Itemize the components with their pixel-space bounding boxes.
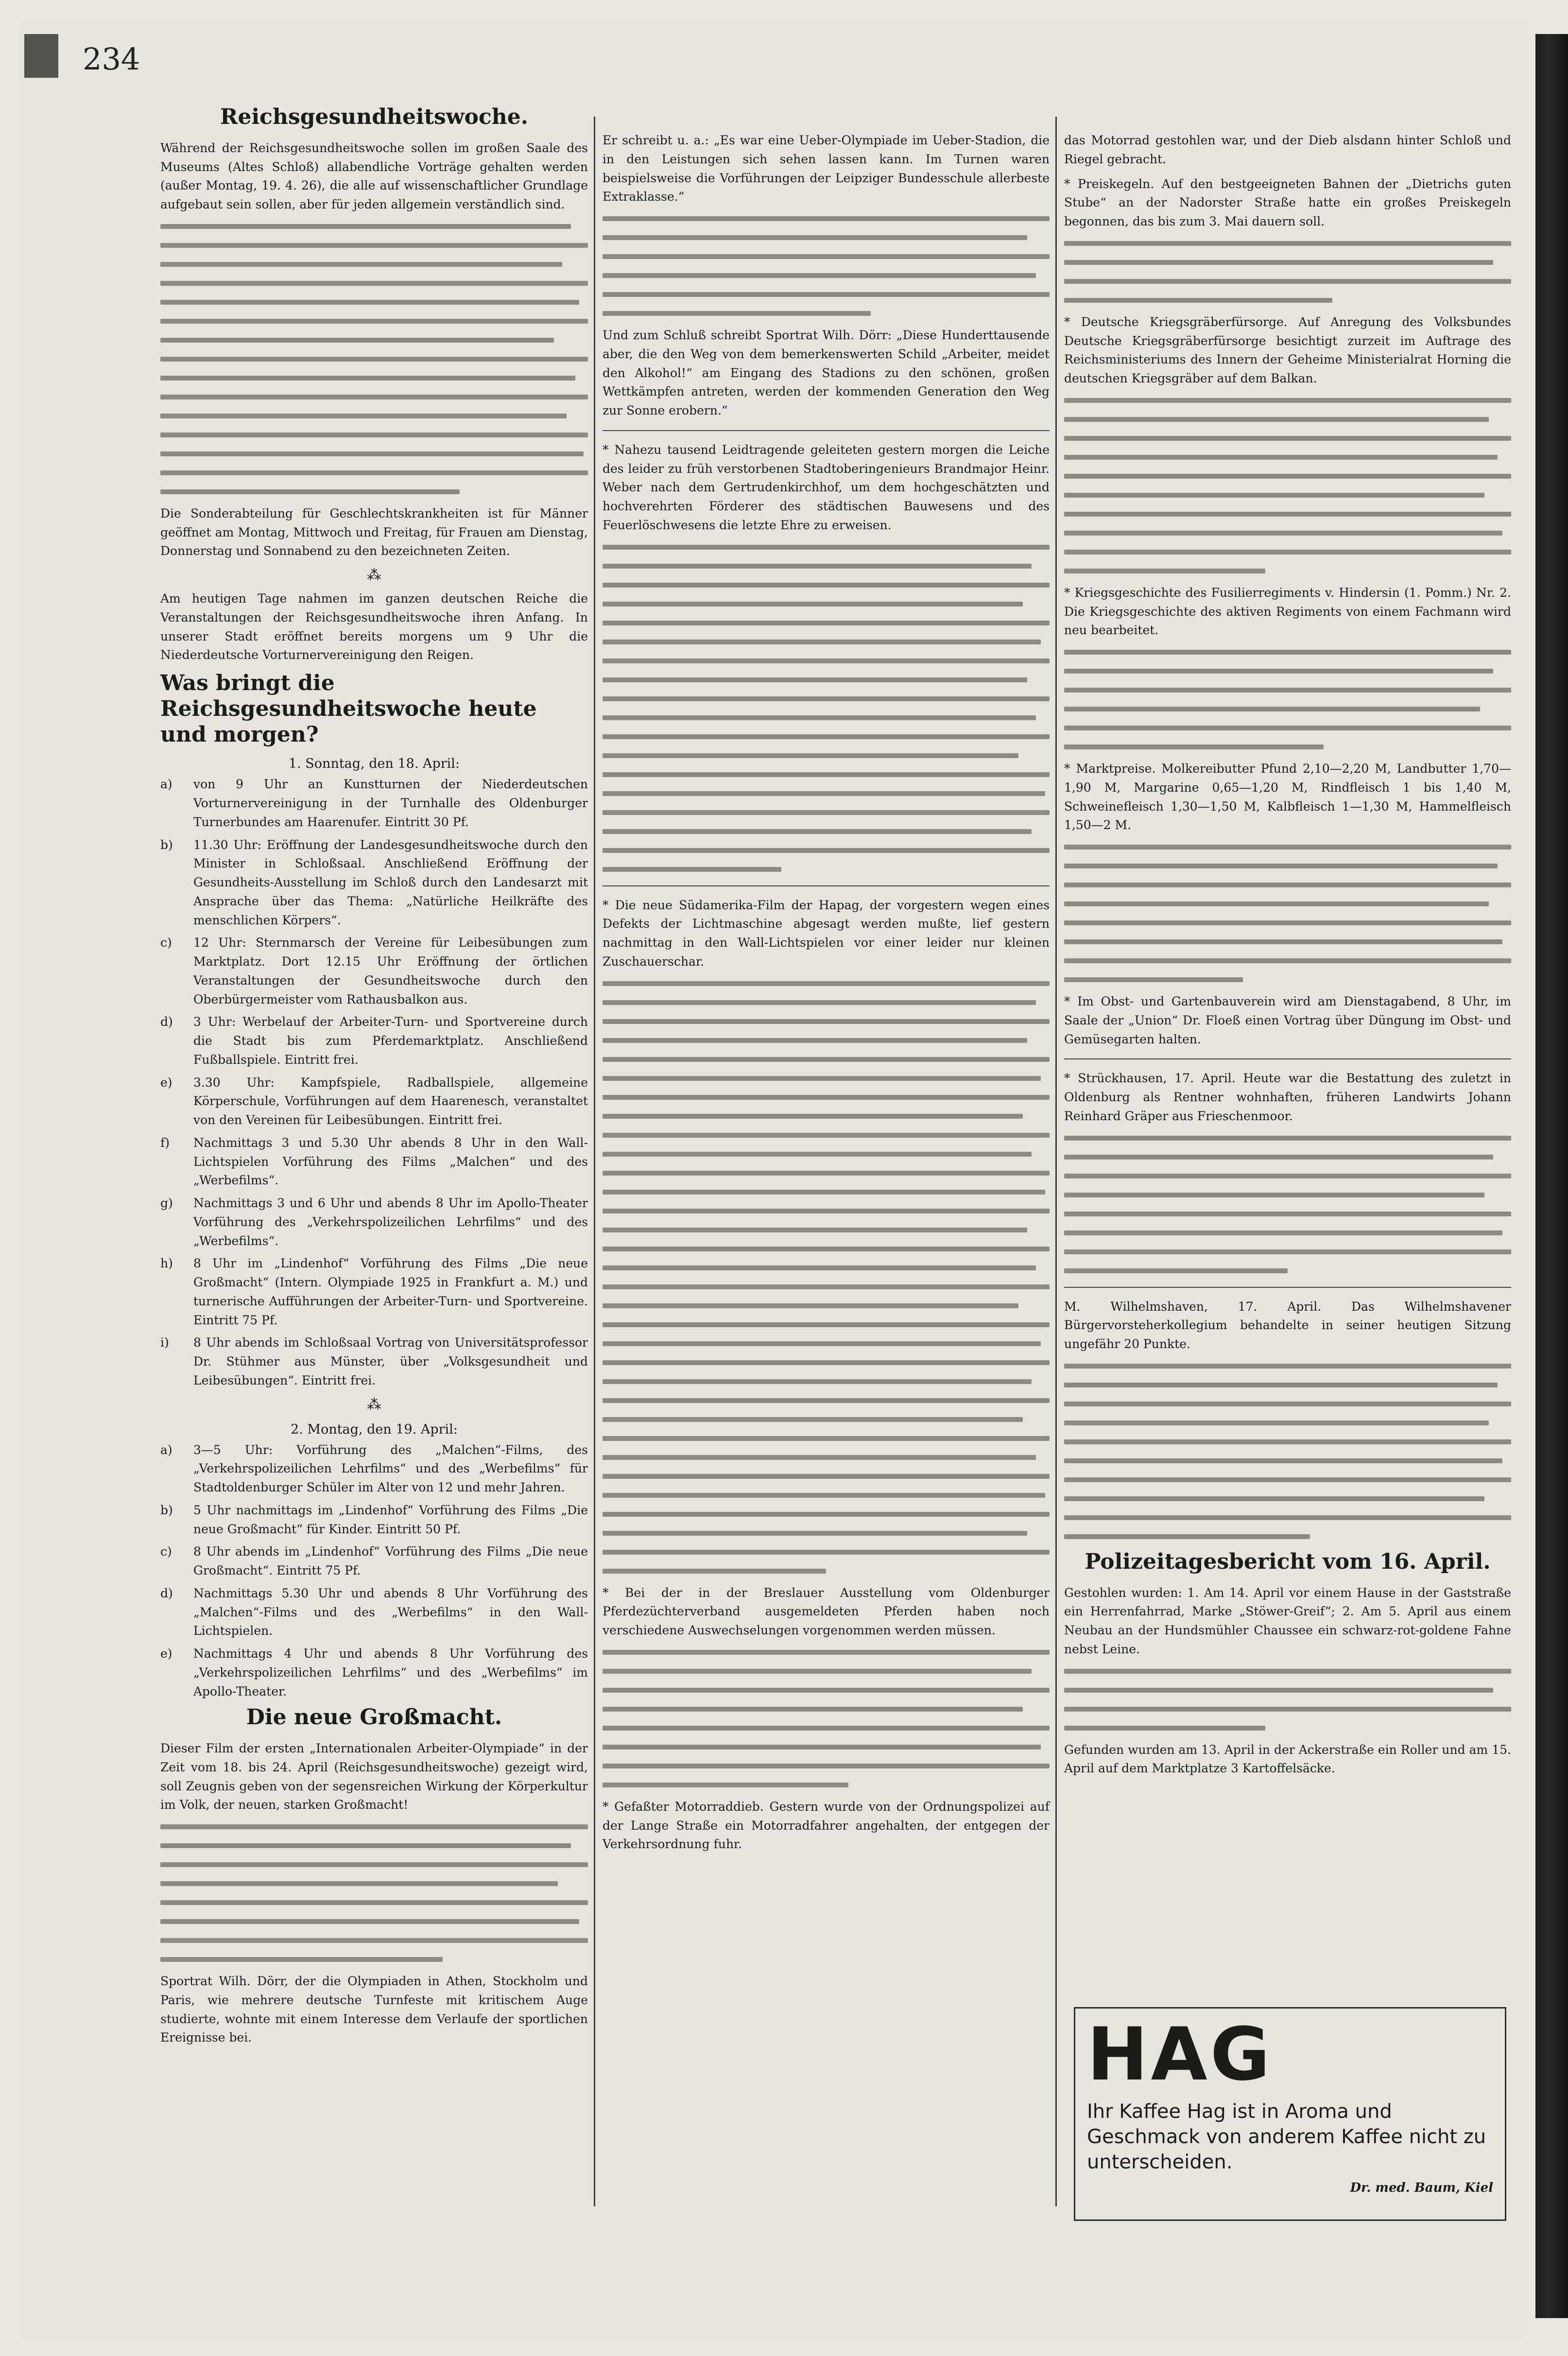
text-block <box>1064 394 1511 577</box>
headline-programm: Was bringt die Reichsgesundheitswoche heute und morgen? <box>160 671 537 747</box>
day-heading: 2. Montag, den 19. April: <box>291 1421 458 1437</box>
article-paragraph: das Motorrad gestohlen war, und der Dieb alsdann hinter Schloß und Riegel gebracht. <box>1064 133 1511 166</box>
program-list-day1 <box>160 775 588 1390</box>
ad-slogan: Ihr Kaffee Hag ist in Aroma und Geschmack von anderem Kaffee nicht zu unterscheiden. <box>1087 2100 1486 2173</box>
list-item: c) 12 Uhr: Sternmarsch der Vereine für Leibesübungen zum Marktplatz. Dort 12.15 Uhr Eröffnung der örtlichen Veranstaltungen der Gesundheitswoche durch den Oberbürgermeister vom Rathausbalkon aus. <box>160 935 588 1006</box>
article-paragraph: * Preiskegeln. Auf den bestgeeigneten Bahnen der „Dietrichs guten Stube“ an der Nadorster Straße hatte ein großes Preiskegeln begonnen, das bis zum 3. Mai dauern soll. <box>1064 176 1511 228</box>
page-number: 234 <box>83 41 140 77</box>
list-item: d) Nachmittags 5.30 Uhr und abends 8 Uhr Vorführung des „Malchen“-Films und des „Werbefilms“ in den Wall-Lichtspielen. <box>160 1586 588 1638</box>
article-paragraph: * Marktpreise. Molkereibutter Pfund 2,10—2,20 M, Landbutter 1,70—1,90 M, Margarine 0,65—1,20 M, Rindfleisch 1 bis 1,40 M, Schweinefleisch 1,30—1,50 M, Kalbfleisch 1—1,30 M, Hammelfleisch 1,50—2 M. <box>1064 762 1511 832</box>
headline-reichsgesundheitswoche: Reichsgesundheitswoche. <box>220 104 529 129</box>
article-paragraph: Gestohlen wurden: 1. Am 14. April vor einem Hause in der Gaststraße ein Herrenfahrrad, Marke „Stöwer-Greif“; 2. Am 5. April aus einem Neubau an der Hundsmühler Chaussee ein schwarz-rot-goldene Fahne nebst Leine. <box>1064 1585 1511 1656</box>
headline-grossmacht: Die neue Großmacht. <box>246 1705 502 1730</box>
adjacent-page-edge <box>1535 34 1568 2318</box>
list-item: b) 11.30 Uhr: Eröffnung der Landesgesundheitswoche durch den Minister in Schloßsaal. Anschließend Eröffnung der Gesundheits-Ausstellung im Schloß durch den Landesarzt mit Ansprache über das Thema: „Natürliche Heilkräfte des menschlichen Körpers“. <box>160 837 588 927</box>
list-item: a) von 9 Uhr an Kunstturnen der Niederdeutschen Vorturnervereinigung in der Turnhalle des Oldenburger Turnerbundes am Haarenufer. Eintritt 30 Pf. <box>160 777 588 829</box>
text-block <box>1064 1132 1511 1277</box>
ad-brand: HAG <box>1087 2012 1273 2097</box>
list-item: g) Nachmittags 3 und 6 Uhr und abends 8 Uhr im Apollo-Theater Vorführung des „Verkehrspolizeilichen Lehrfilms“ und des „Werbefilms“. <box>160 1196 588 1248</box>
headline-polizeibericht: Polizeitagesbericht vom 16. April. <box>1085 1549 1491 1574</box>
text-block <box>1064 1665 1511 1734</box>
article-paragraph: Er schreibt u. a.: „Es war eine Ueber-Olympiade im Ueber-Stadion, die in den Leistungen sich sehen lassen kann. Im Turnen waren beispielsweise die Vorführungen der Leipziger Bundesschule allerbeste Extraklasse.“ <box>603 133 1050 204</box>
column-rule-2 <box>1055 117 1057 2206</box>
hag-advertisement <box>1074 2007 1506 2221</box>
article-paragraph: * Deutsche Kriegsgräberfürsorge. Auf Anregung des Volksbundes Deutsche Kriegsgräberfürsorge besichtigt zurzeit im Auftrage des Reichsministeriums des Innern der Geheime Ministerialrat Horning die deutschen Kriegsgräber auf dem Balkan. <box>1064 314 1511 385</box>
article-paragraph: Sportrat Wilh. Dörr, der die Olympiaden in Athen, Stockholm und Paris, wie mehrere deutsche Turnfeste mit kritischem Auge studierte, wohnte mit einem Interesse dem Verlaufe der sportlichen Ereignisse bei. <box>160 1974 588 2045</box>
text-block <box>1064 646 1511 753</box>
divider <box>1064 1058 1511 1059</box>
text-block <box>603 541 1050 876</box>
article-paragraph: Am heutigen Tage nahmen im ganzen deutschen Reiche die Veranstaltungen der Reichsgesundheitswoche ihren Anfang. In unserer Stadt eröffnet bereits morgens um 9 Uhr die Niederdeutsche Vorturnervereinigung den Reigen. <box>160 591 588 662</box>
day-heading: 1. Sonntag, den 18. April: <box>288 756 460 772</box>
program-list-day2 <box>160 1441 588 1701</box>
section-separator: ⁂ <box>367 567 381 584</box>
article-paragraph: * Bei der in der Breslauer Ausstellung vom Oldenburger Pferdezüchterverband ausgemeldeten Pferden haben noch verschiedene Auswechselungen vorgenommen werden müssen. <box>603 1585 1050 1637</box>
article-paragraph: * Im Obst- und Gartenbauverein wird am Dienstagabend, 8 Uhr, im Saale der „Union“ Dr. Floeß einen Vortrag über Düngung im Obst- und Gemüsegarten halten. <box>1064 994 1511 1046</box>
list-item: c) 8 Uhr abends im „Lindenhof“ Vorführung des Films „Die neue Großmacht“. Eintritt 75 Pf. <box>160 1544 588 1578</box>
article-paragraph: * Nahezu tausend Leidtragende geleiteten gestern morgen die Leiche des leider zu früh verstorbenen Stadtoberingenieurs Brandmajor Heinr. Weber nach dem Gertrudenkirchhof, um dem hochgeschätzten und hochverehrten Förderer des städtischen Bauwesens und des Feuerlöschwesens die letzte Ehre zu erweisen. <box>603 442 1050 532</box>
text-block <box>1064 841 1511 986</box>
text-block <box>160 220 588 498</box>
list-item: b) 5 Uhr nachmittags im „Lindenhof“ Vorführung des Films „Die neue Großmacht“ für Kinder. Eintritt 50 Pf. <box>160 1503 588 1536</box>
column-2 <box>603 131 1050 1860</box>
column-1 <box>160 104 588 2053</box>
article-paragraph: * Strückhausen, 17. April. Heute war die Bestattung des zuletzt in Oldenburg als Rentner wohnhaften, früheren Landwirts Johann Reinhard Gräper aus Frieschenmoor. <box>1064 1071 1511 1123</box>
ad-signature: Dr. med. Baum, Kiel <box>1350 2181 1493 2195</box>
text-block <box>603 212 1050 320</box>
article-paragraph: * Die neue Südamerika-Film der Hapag, der vorgestern wegen eines Defekts der Lichtmaschine abgesagt werden mußte, lief gestern nachmittag in den Wall-Lichtspielen vor einer leider nur kleinen Zuschauerschar. <box>603 898 1050 969</box>
article-intro: Während der Reichsgesundheitswoche sollen im großen Saale des Museums (Altes Schloß) allabendliche Vorträge gehalten werden (außer Montag, 19. 4. 26), die alle auf wissenschaftlicher Grundlage aufgebaut sein sollen, aber für jeden allgemein verständlich sind. <box>160 140 588 212</box>
list-item: i) 8 Uhr abends im Schloßsaal Vortrag von Universitätsprofessor Dr. Stühmer aus Münster, über „Volksgesundheit und Leibesübungen“. Eintritt frei. <box>160 1335 588 1387</box>
text-block <box>603 977 1050 1577</box>
text-block <box>1064 237 1511 307</box>
page-corner-mark <box>24 34 58 78</box>
article-paragraph: Die Sonderabteilung für Geschlechtskrankheiten ist für Männer geöffnet am Montag, Mittwoch und Freitag, für Frauen am Dienstag, Donnerstag und Sonnabend zu den bezeichneten Zeiten. <box>160 506 588 558</box>
list-item: e) Nachmittags 4 Uhr und abends 8 Uhr Vorführung des „Verkehrspolizeilichen Lehrfilms“ und des „Werbefilms“ im Apollo-Theater. <box>160 1646 588 1698</box>
list-item: d) 3 Uhr: Werbelauf der Arbeiter-Turn- und Sportvereine durch die Stadt bis zum Pferdemarktplatz. Anschließend Fußballspiele. Eintritt frei. <box>160 1015 588 1067</box>
divider <box>1064 1287 1511 1288</box>
article-paragraph: Und zum Schluß schreibt Sportrat Wilh. Dörr: „Diese Hunderttausende aber, die den Weg von dem bemerkenswerten Schild „Arbeiter, meidet den Alkohol!“ am Eingang des Stadions zu den schönen, großen Wettkämpfen antreten, werden der kommenden Generation den Weg zur Sonne erobern.“ <box>603 328 1050 417</box>
text-block <box>1064 1360 1511 1543</box>
column-rule-1 <box>594 117 595 2206</box>
article-paragraph: Gefunden wurden am 13. April in der Ackerstraße ein Roller und am 15. April auf dem Marktplatze 3 Kartoffelsäcke. <box>1064 1742 1511 1776</box>
divider <box>603 885 1050 886</box>
list-item: f) Nachmittags 3 und 5.30 Uhr abends 8 Uhr in den Wall-Lichtspielen Vorführung des Films „Malchen“ und des „Werbefilms“. <box>160 1135 588 1188</box>
article-paragraph: * Kriegsgeschichte des Fusilierregiments v. Hindersin (1. Pomm.) Nr. 2. Die Kriegsgeschichte des aktiven Regiments von einem Fachmann wird neu bearbeitet. <box>1064 585 1511 638</box>
list-item: e) 3.30 Uhr: Kampfspiele, Radballspiele, allgemeine Körperschule, Vorführungen auf dem Haarenesch, veranstaltet von den Vereinen für Leibesübungen. Eintritt frei. <box>160 1075 588 1127</box>
article-paragraph: Dieser Film der ersten „Internationalen Arbeiter-Olympiade“ in der Zeit vom 18. bis 24. April (Reichsgesundheitswoche) gezeigt wird, soll Zeugnis geben von der segensreichen Wirkung der Körperkultur im Volk, der neuen, starken Großmacht! <box>160 1741 588 1812</box>
section-separator: ⁂ <box>367 1396 381 1413</box>
column-3 <box>1064 131 1511 1784</box>
text-block <box>160 1820 588 1966</box>
article-paragraph: M. Wilhelmshaven, 17. April. Das Wilhelmshavener Bürgervorsteherkollegium behandelte in seiner heutigen Sitzung ungefähr 20 Punkte. <box>1064 1299 1511 1351</box>
list-item: h) 8 Uhr im „Lindenhof“ Vorführung des Films „Die neue Großmacht“ (Intern. Olympiade 1925 in Frankfurt a. M.) und turnerische Aufführungen der Arbeiter-Turn- und Sportvereine. Eintritt 75 Pf. <box>160 1256 588 1327</box>
divider <box>603 430 1050 431</box>
text-block <box>603 1646 1050 1791</box>
article-paragraph: * Gefaßter Motorraddieb. Gestern wurde von der Ordnungspolizei auf der Lange Straße ein Motorradfahrer angehalten, der entgegen der Verkehrsordnung fuhr. <box>603 1799 1050 1852</box>
list-item: a) 3—5 Uhr: Vorführung des „Malchen“-Films, des „Verkehrspolizeilichen Lehrfilms“ und des „Werbefilms“ für Stadtoldenburger Schüler im Alter von 12 und mehr Jahren. <box>160 1442 588 1495</box>
